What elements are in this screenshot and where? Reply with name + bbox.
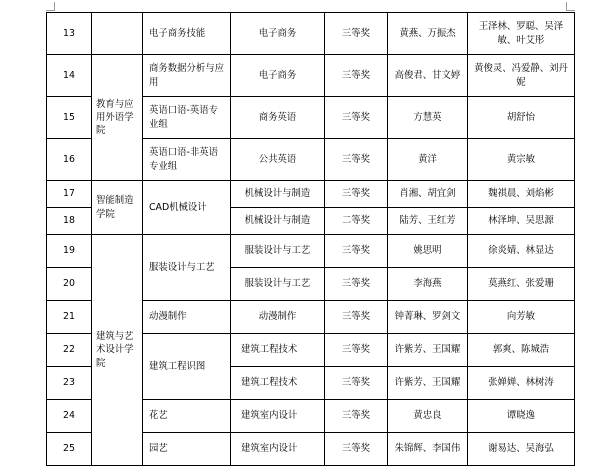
award-cell: 三等奖 — [325, 139, 388, 181]
row-number: 25 — [47, 433, 92, 466]
award-cell: 三等奖 — [325, 97, 388, 139]
teachers-cell: 王泽林、罗聪、吴泽敏、叶艾彤 — [468, 13, 575, 55]
teachers-cell: 莫燕红、张爱珊 — [468, 268, 575, 301]
college-cell: 建筑与艺术设计学院 — [92, 235, 143, 466]
students-cell: 黄燕、万振杰 — [388, 13, 468, 55]
teachers-cell: 郭爽、陈城浩 — [468, 334, 575, 367]
row-number: 24 — [47, 400, 92, 433]
award-cell: 三等奖 — [325, 301, 388, 334]
students-cell: 姚思明 — [388, 235, 468, 268]
row-number: 15 — [47, 97, 92, 139]
teachers-cell: 谢易达、吴海弘 — [468, 433, 575, 466]
award-cell: 三等奖 — [325, 55, 388, 97]
major-cell: 机械设计与制造 — [231, 181, 325, 208]
major-cell: 电子商务 — [231, 55, 325, 97]
major-cell: 服装设计与工艺 — [231, 268, 325, 301]
teachers-cell: 向芳敏 — [468, 301, 575, 334]
row-number: 17 — [47, 181, 92, 208]
college-cell: 智能制造学院 — [92, 181, 143, 235]
students-cell: 钟菁琳、罗剑文 — [388, 301, 468, 334]
award-cell: 三等奖 — [325, 268, 388, 301]
competition-cell: 园艺 — [143, 433, 231, 466]
award-table — [46, 12, 575, 466]
students-cell: 朱锦辉、李国伟 — [388, 433, 468, 466]
row-number: 19 — [47, 235, 92, 268]
award-cell: 三等奖 — [325, 400, 388, 433]
table-row — [47, 235, 575, 268]
teachers-cell: 胡舒怡 — [468, 97, 575, 139]
row-number: 13 — [47, 13, 92, 55]
teachers-cell: 黄俊灵、冯爱静、刘丹妮 — [468, 55, 575, 97]
teachers-cell: 黄宗敏 — [468, 139, 575, 181]
major-cell: 机械设计与制造 — [231, 208, 325, 235]
competition-cell: 商务数据分析与应用 — [143, 55, 231, 97]
row-number: 16 — [47, 139, 92, 181]
teachers-cell: 谭晓逸 — [468, 400, 575, 433]
teachers-cell: 徐炎婧、林显达 — [468, 235, 575, 268]
students-cell: 陆芳、王红芳 — [388, 208, 468, 235]
students-cell: 肖湘、胡宜剑 — [388, 181, 468, 208]
students-cell: 许紫芳、王国耀 — [388, 334, 468, 367]
table-row — [47, 181, 575, 208]
students-cell: 李海燕 — [388, 268, 468, 301]
college-cell: 教育与应用外语学院 — [92, 55, 143, 181]
major-cell: 建筑室内设计 — [231, 400, 325, 433]
major-cell: 服装设计与工艺 — [231, 235, 325, 268]
major-cell: 商务英语 — [231, 97, 325, 139]
award-cell: 二等奖 — [325, 208, 388, 235]
teachers-cell: 林泽坤、吴思源 — [468, 208, 575, 235]
competition-cell: 建筑工程识图 — [143, 334, 231, 400]
table-row — [47, 13, 575, 55]
award-cell: 三等奖 — [325, 181, 388, 208]
competition-cell: 动漫制作 — [143, 301, 231, 334]
award-cell: 三等奖 — [325, 367, 388, 400]
major-cell: 建筑工程技术 — [231, 334, 325, 367]
competition-cell: 英语口语-非英语专业组 — [143, 139, 231, 181]
major-cell: 建筑工程技术 — [231, 367, 325, 400]
students-cell: 许紫芳、王国耀 — [388, 367, 468, 400]
competition-cell: CAD机械设计 — [143, 181, 231, 235]
major-cell: 建筑室内设计 — [231, 433, 325, 466]
row-number: 23 — [47, 367, 92, 400]
major-cell: 公共英语 — [231, 139, 325, 181]
students-cell: 黄洋 — [388, 139, 468, 181]
students-cell: 高俊君、甘文婷 — [388, 55, 468, 97]
major-cell: 电子商务 — [231, 13, 325, 55]
competition-cell: 英语口语-英语专业组 — [143, 97, 231, 139]
award-cell: 三等奖 — [325, 433, 388, 466]
row-number: 22 — [47, 334, 92, 367]
competition-cell: 花艺 — [143, 400, 231, 433]
teachers-cell: 张婵婵、林树涛 — [468, 367, 575, 400]
teachers-cell: 魏祺晨、刘焰彬 — [468, 181, 575, 208]
major-cell: 动漫制作 — [231, 301, 325, 334]
college-cell — [92, 13, 143, 55]
students-cell: 黄忠良 — [388, 400, 468, 433]
competition-cell: 服装设计与工艺 — [143, 235, 231, 301]
award-cell: 三等奖 — [325, 334, 388, 367]
competition-cell: 电子商务技能 — [143, 13, 231, 55]
students-cell: 方慧英 — [388, 97, 468, 139]
award-cell: 三等奖 — [325, 235, 388, 268]
row-number: 18 — [47, 208, 92, 235]
row-number: 14 — [47, 55, 92, 97]
row-number: 20 — [47, 268, 92, 301]
row-number: 21 — [47, 301, 92, 334]
page-corner-mark-left — [46, 2, 55, 11]
award-cell: 三等奖 — [325, 13, 388, 55]
page-corner-mark-right — [566, 2, 575, 11]
table-row — [47, 55, 575, 97]
